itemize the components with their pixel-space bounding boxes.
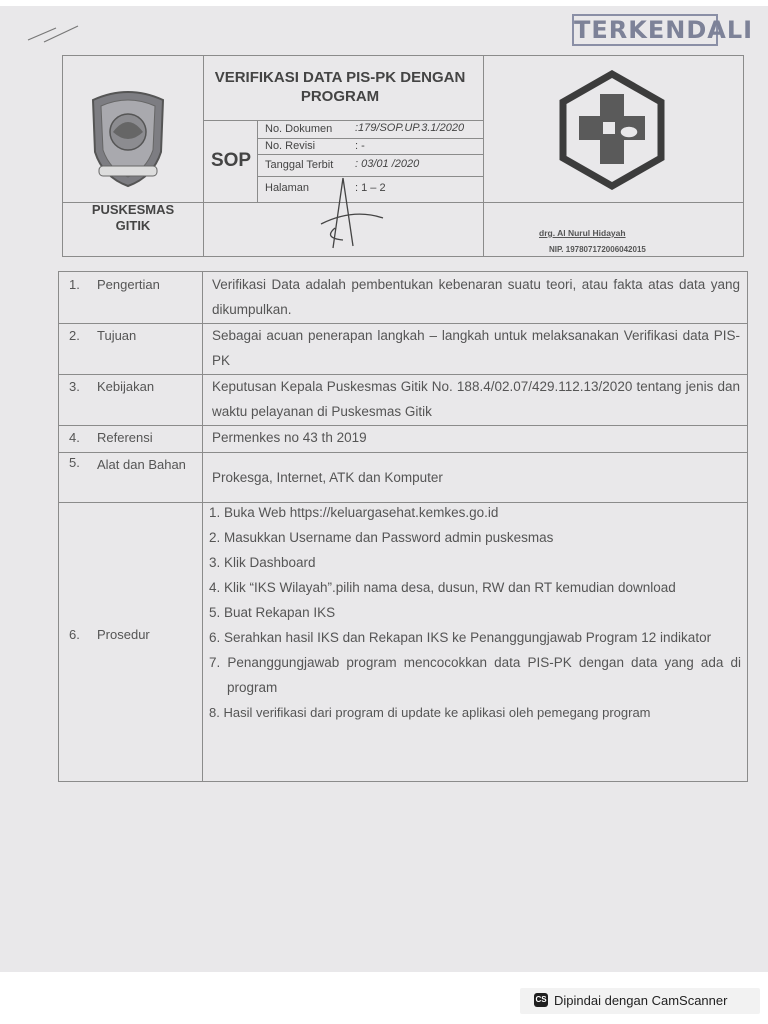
row-label: Tujuan — [97, 328, 137, 343]
camscanner-icon: CS — [534, 993, 548, 1007]
procedure-step: 5. Buat Rekapan IKS — [209, 605, 336, 620]
row-number: 2. — [69, 328, 80, 343]
row-number: 6. — [69, 627, 80, 642]
field-no-dokumen-label: No. Dokumen — [265, 123, 333, 135]
camscanner-watermark — [520, 988, 760, 1014]
procedure-step: 3. Klik Dashboard — [209, 555, 316, 570]
controlled-stamp: TERKENDALI — [574, 16, 754, 44]
row-label: Prosedur — [97, 627, 150, 642]
procedure-step: 1. Buka Web https://keluargasehat.kemkes.go.id — [209, 505, 499, 520]
row-label: Referensi — [97, 430, 153, 445]
procedure-step: 2. Masukkan Username dan Password admin puskesmas — [209, 530, 554, 545]
signer-name: drg. Al Nurul Hidayah — [539, 228, 626, 238]
row-number: 3. — [69, 379, 80, 394]
procedure-step: 7. Penanggungjawab program mencocokkan data PIS-PK dengan data yang ada di program — [209, 655, 741, 695]
row-text: Prokesga, Internet, ATK dan Komputer — [212, 470, 443, 485]
field-halaman-value: : 1 – 2 — [355, 182, 386, 194]
field-tanggal-label: Tanggal Terbit — [265, 159, 334, 171]
field-no-revisi-value: : - — [355, 140, 365, 152]
signer-nip: NIP. 197807172006042015 — [549, 245, 646, 254]
regency-emblem-icon — [83, 82, 173, 192]
field-halaman-label: Halaman — [265, 182, 310, 194]
row-number: 5. — [69, 455, 80, 470]
puskesmas-logo-icon — [557, 70, 667, 190]
row-label: Pengertian — [97, 277, 160, 292]
pen-mark — [26, 20, 86, 48]
field-no-revisi-label: No. Revisi — [265, 140, 316, 152]
procedure-step: 8. Hasil verifikasi dari program di update ke aplikasi oleh pemegang program — [209, 705, 651, 720]
signature — [313, 168, 393, 258]
row-number: 4. — [69, 430, 80, 445]
sop-content-table — [58, 271, 748, 782]
organization-name: PUSKESMAS GITIK — [91, 202, 175, 233]
sop-label: SOP — [210, 150, 252, 171]
document-title: VERIFIKASI DATA PIS-PK DENGAN PROGRAM — [214, 69, 466, 105]
field-no-dokumen-value: :179/SOP.UP.3.1/2020 — [355, 122, 465, 134]
procedure-steps — [209, 500, 741, 725]
row-text: Keputusan Kepala Puskesmas Gitik No. 188.4/02.07/429.112.13/2020 tentang jenis dan waktu pelayanan di Puskesmas Gitik — [212, 379, 740, 419]
row-text: Permenkes no 43 th 2019 — [212, 430, 367, 445]
document-header — [62, 55, 744, 257]
row-label: Alat dan Bahan — [97, 457, 186, 472]
procedure-step: 4. Klik “IKS Wilayah”.pilih nama desa, dusun, RW dan RT kemudian download — [209, 580, 676, 595]
row-number: 1. — [69, 277, 80, 292]
procedure-step: 6. Serahkan hasil IKS dan Rekapan IKS ke Penanggungjawab Program 12 indikator — [209, 630, 712, 645]
row-label: Kebijakan — [97, 379, 155, 394]
row-text: Verifikasi Data adalah pembentukan kebenaran suatu teori, atau fakta atas data yang dikumpulkan. — [212, 277, 740, 317]
camscanner-text: Dipindai dengan CamScanner — [554, 993, 728, 1008]
field-tanggal-value: : 03/01 /2020 — [355, 158, 420, 170]
row-text: Sebagai acuan penerapan langkah – langkah untuk melaksanakan Verifikasi data PIS-PK — [212, 328, 740, 368]
